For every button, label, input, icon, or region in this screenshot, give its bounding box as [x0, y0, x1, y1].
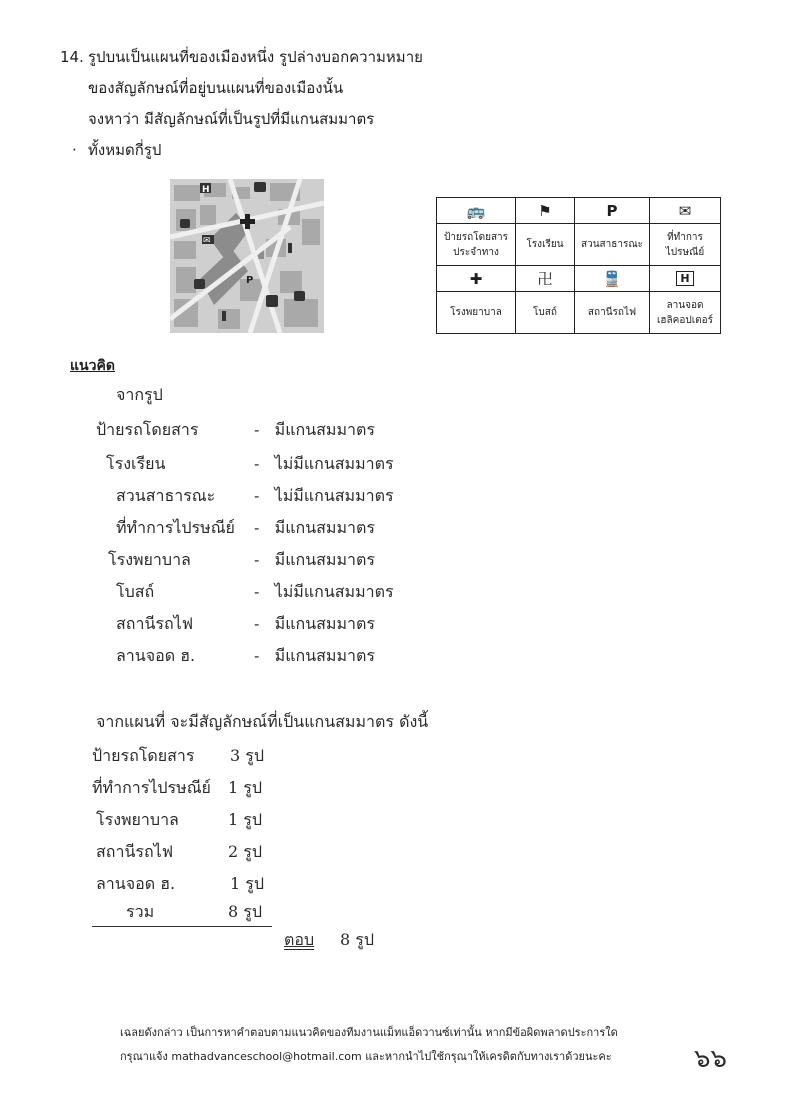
legend-label-temple: โบสถ์	[516, 292, 575, 334]
total-underline	[92, 926, 272, 927]
question-line-4: ทั้งหมดกี่รูป	[88, 141, 162, 159]
list-item: สวนสาธารณะ	[116, 486, 216, 505]
list-item: ลานจอด ฮ.	[116, 646, 196, 665]
map-parking-icon: P	[246, 275, 254, 286]
total-label: รวม	[126, 902, 155, 921]
count-item-value: 1 รูป	[228, 810, 263, 829]
count-item-name: ป้ายรถโดยสาร	[92, 746, 195, 765]
total-value: 8 รูป	[228, 902, 263, 921]
symbol-legend-table	[436, 197, 721, 334]
map-helipad-icon: H	[202, 185, 210, 195]
legend-cell-bus-stop-icon	[437, 198, 516, 224]
legend-cell-temple-icon	[516, 266, 575, 292]
list-item-result: - ไม่มีแกนสมมาตร	[254, 486, 394, 505]
list-item-result: - ไม่มีแกนสมมาตร	[254, 454, 394, 473]
list-item: โรงพยาบาล	[108, 550, 191, 569]
count-item-value: 1 รูป	[230, 874, 265, 893]
legend-cell-helipad-icon	[650, 266, 721, 292]
list-item-result: - มีแกนสมมาตร	[254, 614, 375, 633]
train-icon: 🚆	[602, 269, 622, 288]
envelope-icon: ✉	[678, 201, 692, 220]
count-item-name: โรงพยาบาล	[96, 810, 179, 829]
swastika-icon: 卍	[537, 270, 553, 288]
count-item-value: 1 รูป	[228, 778, 263, 797]
list-item: สถานีรถไฟ	[116, 614, 194, 633]
count-item-name: สถานีรถไฟ	[96, 842, 174, 861]
solution-heading: แนวคิด	[70, 358, 115, 374]
footer-line-2: กรุณาแจ้ง mathadvanceschool@hotmail.com และหากนำไปใช้กรุณาให้เครดิตกับทางเราด้วยนะคะ	[120, 1050, 612, 1063]
legend-label-train-station: สถานีรถไฟ	[575, 292, 650, 334]
answer-label: ตอบ	[284, 930, 315, 949]
legend-label-helipad: ลานจอด เฮลิคอปเตอร์	[650, 292, 721, 334]
cross-icon: ✚	[469, 269, 483, 288]
legend-label-school: โรงเรียน	[516, 224, 575, 266]
question-number: 14.	[60, 48, 84, 66]
list-item: โบสถ์	[116, 582, 155, 601]
question-line-1: รูปบนเป็นแผนที่ของเมืองหนึ่ง รูปล่างบอกความหมาย	[88, 48, 423, 66]
city-map	[170, 179, 324, 333]
list-item-result: - มีแกนสมมาตร	[254, 518, 375, 537]
legend-cell-park-icon	[575, 198, 650, 224]
count-item-name: ที่ทำการไปรษณีย์	[92, 778, 211, 797]
legend-label-park: สวนสาธารณะ	[575, 224, 650, 266]
legend-label-bus-stop: ป้ายรถโดยสาร ประจำทาง	[437, 224, 516, 266]
count-item-value: 3 รูป	[230, 746, 265, 765]
page-mark: ๖๖	[694, 1044, 728, 1074]
list-item: ป้ายรถโดยสาร	[96, 420, 199, 439]
answer-value: 8 รูป	[340, 930, 375, 949]
bus-icon: 🚌	[466, 201, 486, 220]
map-statement: จากแผนที่ จะมีสัญลักษณ์ที่เป็นแกนสมมาตร ดังนี้	[96, 712, 429, 731]
count-item-name: ลานจอด ฮ.	[96, 874, 176, 893]
footer-line-1: เฉลยดังกล่าว เป็นการหาคำตอบตามแนวคิดของทีมงานแม็ทแอ็ดวานซ์เท่านั้น หากมีข้อผิดพลาดประการใด	[120, 1026, 618, 1039]
solution-intro: จากรูป	[116, 385, 163, 404]
legend-cell-post-office-icon	[650, 198, 721, 224]
map-mail-icon: ✉	[203, 236, 211, 246]
parking-icon: P	[606, 201, 618, 220]
helipad-icon: H	[676, 271, 693, 286]
legend-label-hospital: โรงพยาบาล	[437, 292, 516, 334]
list-item: ที่ทำการไปรษณีย์	[116, 518, 235, 537]
legend-cell-school-icon	[516, 198, 575, 224]
list-item-result: - มีแกนสมมาตร	[254, 420, 375, 439]
question-bullet: ·	[72, 141, 77, 159]
count-item-value: 2 รูป	[228, 842, 263, 861]
list-item-result: - ไม่มีแกนสมมาตร	[254, 582, 394, 601]
question-line-2: ของสัญลักษณ์ที่อยู่บนแผนที่ของเมืองนั้น	[88, 79, 344, 97]
list-item-result: - มีแกนสมมาตร	[254, 646, 375, 665]
flag-icon: ⚑	[538, 201, 552, 220]
legend-label-post-office: ที่ทำการ ไปรษณีย์	[650, 224, 721, 266]
city-map-graphic	[170, 179, 324, 333]
question-line-3: จงหาว่า มีสัญลักษณ์ที่เป็นรูปที่มีแกนสมมาตร	[88, 110, 375, 128]
list-item-result: - มีแกนสมมาตร	[254, 550, 375, 569]
legend-cell-hospital-icon	[437, 266, 516, 292]
legend-cell-train-station-icon	[575, 266, 650, 292]
list-item: โรงเรียน	[106, 454, 166, 473]
